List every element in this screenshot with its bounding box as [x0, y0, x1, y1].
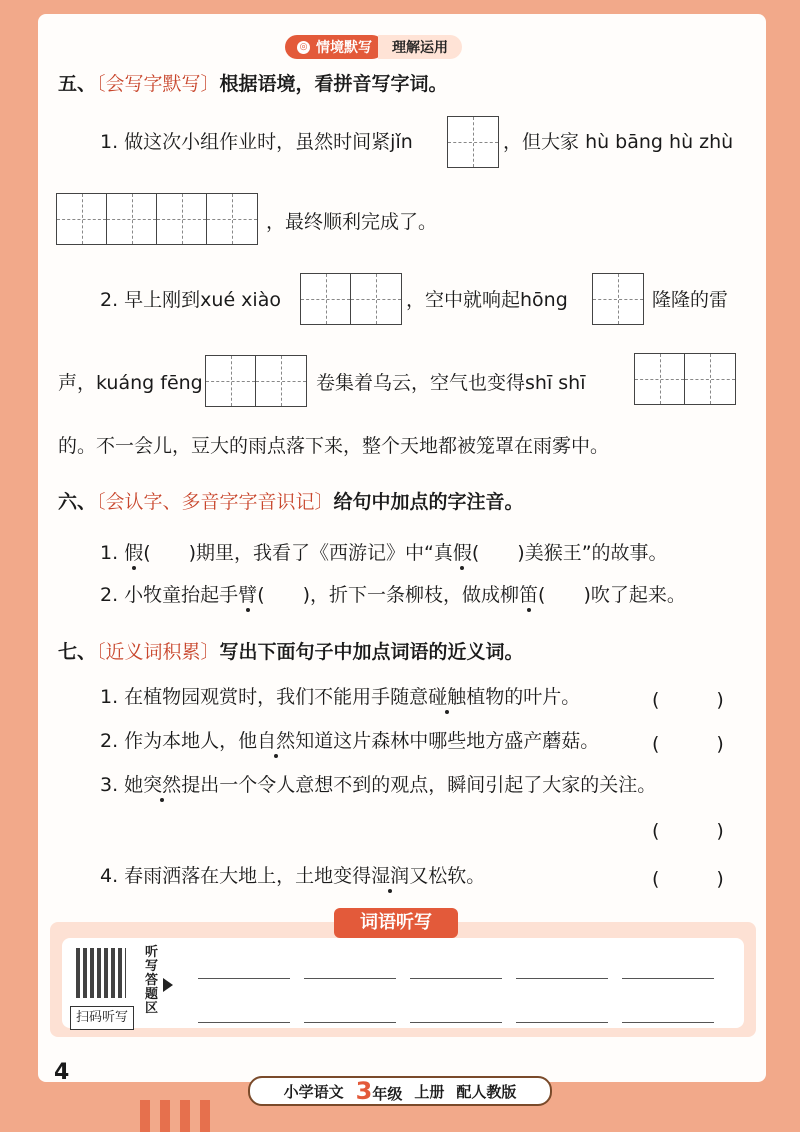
pinyin: kuáng fēng — [96, 372, 203, 394]
s6-q1 — [100, 541, 668, 565]
s5-line-4 — [58, 371, 203, 395]
dotted-char: 假 — [452, 542, 472, 564]
text: 2. 作为本地人，他 — [100, 730, 258, 752]
answer-line[interactable] — [410, 978, 502, 979]
text: 4. 春雨洒落在大地上，土地变得 — [100, 865, 372, 887]
section-instruction: 给句中加点的字注音。 — [333, 491, 524, 513]
header-plain-label: 理解运用 — [378, 35, 462, 59]
answer-line[interactable] — [304, 1022, 396, 1023]
footer-term: 上册 — [414, 1082, 445, 1101]
section-number: 五、 — [58, 73, 97, 95]
text: 2. 小牧童抬起手 — [100, 584, 239, 606]
answer-area-label: 听写答题区 — [145, 945, 159, 1016]
text: 知道这片森林中哪些地方盛产蘑菇。 — [295, 730, 600, 752]
s7-q2 — [100, 729, 599, 753]
answer-line[interactable] — [622, 1022, 714, 1023]
writing-grid[interactable] — [56, 193, 258, 245]
footer-subject: 小学语文 — [283, 1082, 344, 1101]
footer-grade-word: 年级 — [372, 1085, 403, 1103]
answer-blank[interactable]: ( ) — [652, 733, 724, 755]
q-num: 1. — [100, 542, 119, 564]
dotted-word: 自然 — [257, 730, 296, 752]
section-7-title — [58, 640, 524, 664]
answer-line[interactable] — [516, 978, 608, 979]
arrow-right-icon — [163, 978, 173, 992]
pinyin: jǐn — [390, 131, 413, 153]
text[interactable]: ( )，折下一条柳枝，做成柳 — [257, 584, 520, 606]
writing-grid[interactable] — [592, 273, 644, 325]
dotted-char: 臂 — [238, 584, 258, 606]
s5-line-5: 的。不一会儿，豆大的雨点落下来，整个天地都被笼罩在雨雾中。 — [58, 435, 610, 457]
answer-line[interactable] — [410, 1022, 502, 1023]
decor-stripe — [140, 1100, 150, 1132]
text: 2. 早上刚到 — [100, 289, 201, 311]
answer-blank[interactable]: ( ) — [652, 689, 724, 711]
text: 又松软。 — [409, 865, 486, 887]
section-number: 七、 — [58, 641, 97, 663]
section-instruction: 写出下面句子中加点词语的近义词。 — [219, 641, 524, 663]
footer-banner — [248, 1076, 552, 1106]
s5-line-4b — [316, 371, 586, 395]
text[interactable]: ( )美猴王”的故事。 — [471, 542, 668, 564]
text: 3. 她 — [100, 774, 144, 796]
ear-icon: ◎ — [297, 41, 310, 54]
qr-code-icon[interactable] — [76, 948, 126, 998]
pinyin: shī shī — [525, 372, 586, 394]
decor-stripe — [160, 1100, 170, 1132]
section-tag: 〔近义词积累〕 — [96, 641, 220, 663]
writing-grid[interactable] — [634, 353, 736, 405]
header-pill-label: 情境默写 — [316, 40, 372, 56]
text: 提出一个令人意想不到的观点，瞬间引起了大家的关注。 — [181, 774, 657, 796]
section-tag: 〔会认字、多音字字音识记〕 — [96, 491, 334, 513]
section-6-title — [58, 490, 524, 514]
dotted-word: 湿润 — [371, 865, 410, 887]
s7-q1 — [100, 685, 580, 709]
s6-q2 — [100, 583, 686, 607]
answer-line[interactable] — [622, 978, 714, 979]
page-number: 4 — [54, 1060, 70, 1085]
s7-q4 — [100, 864, 485, 888]
answer-line[interactable] — [304, 978, 396, 979]
text: 声， — [58, 372, 97, 394]
text: 植物的叶片。 — [466, 686, 581, 708]
s5-line-3b — [406, 288, 568, 312]
section-instruction: 根据语境，看拼音写字词。 — [219, 73, 448, 95]
footer-edition: 配人教版 — [456, 1082, 517, 1101]
decor-stripe — [200, 1100, 210, 1132]
pinyin: hōng — [520, 289, 568, 311]
dotted-word: 突然 — [143, 774, 182, 796]
s5-line-3 — [100, 288, 281, 312]
s5-line-1b — [503, 130, 733, 154]
s5-line-2: ，最终顺利完成了。 — [266, 211, 438, 233]
scan-label: 扫码听写 — [70, 1006, 134, 1030]
pinyin: xué xiào — [200, 289, 281, 311]
text: ，空中就响起 — [406, 289, 521, 311]
text: 1. 做这次小组作业时，虽然时间紧 — [100, 131, 391, 153]
section-header — [285, 36, 462, 58]
s7-q3 — [100, 773, 656, 797]
writing-grid[interactable] — [300, 273, 402, 325]
decor-stripe — [180, 1100, 190, 1132]
dictation-title: 词语听写 — [334, 908, 458, 938]
answer-blank[interactable]: ( ) — [652, 820, 724, 842]
writing-grid[interactable] — [205, 355, 307, 407]
answer-blank[interactable]: ( ) — [652, 868, 724, 890]
text: 1. 在植物园观赏时，我们不能用手随意 — [100, 686, 429, 708]
header-pill — [285, 35, 384, 59]
section-tag: 〔会写字默写〕 — [96, 73, 220, 95]
dotted-char: 笛 — [519, 584, 539, 606]
answer-line[interactable] — [198, 978, 290, 979]
s5-line-3c: 隆隆的雷 — [652, 289, 729, 311]
dotted-char: 假 — [124, 542, 144, 564]
s5-line-1 — [100, 130, 413, 154]
footer-grade-number: 3 — [355, 1077, 373, 1105]
text[interactable]: ( )期里，我看了《西游记》中“真 — [143, 542, 453, 564]
section-5-title — [58, 72, 448, 96]
section-number: 六、 — [58, 491, 97, 513]
pinyin: hù bāng hù zhù — [585, 131, 734, 153]
answer-line[interactable] — [516, 1022, 608, 1023]
text: 卷集着乌云，空气也变得 — [316, 372, 526, 394]
text: ，但大家 — [503, 131, 580, 153]
answer-line[interactable] — [198, 1022, 290, 1023]
text[interactable]: ( )吹了起来。 — [538, 584, 686, 606]
dotted-word: 碰触 — [428, 686, 467, 708]
writing-grid[interactable] — [447, 116, 499, 168]
